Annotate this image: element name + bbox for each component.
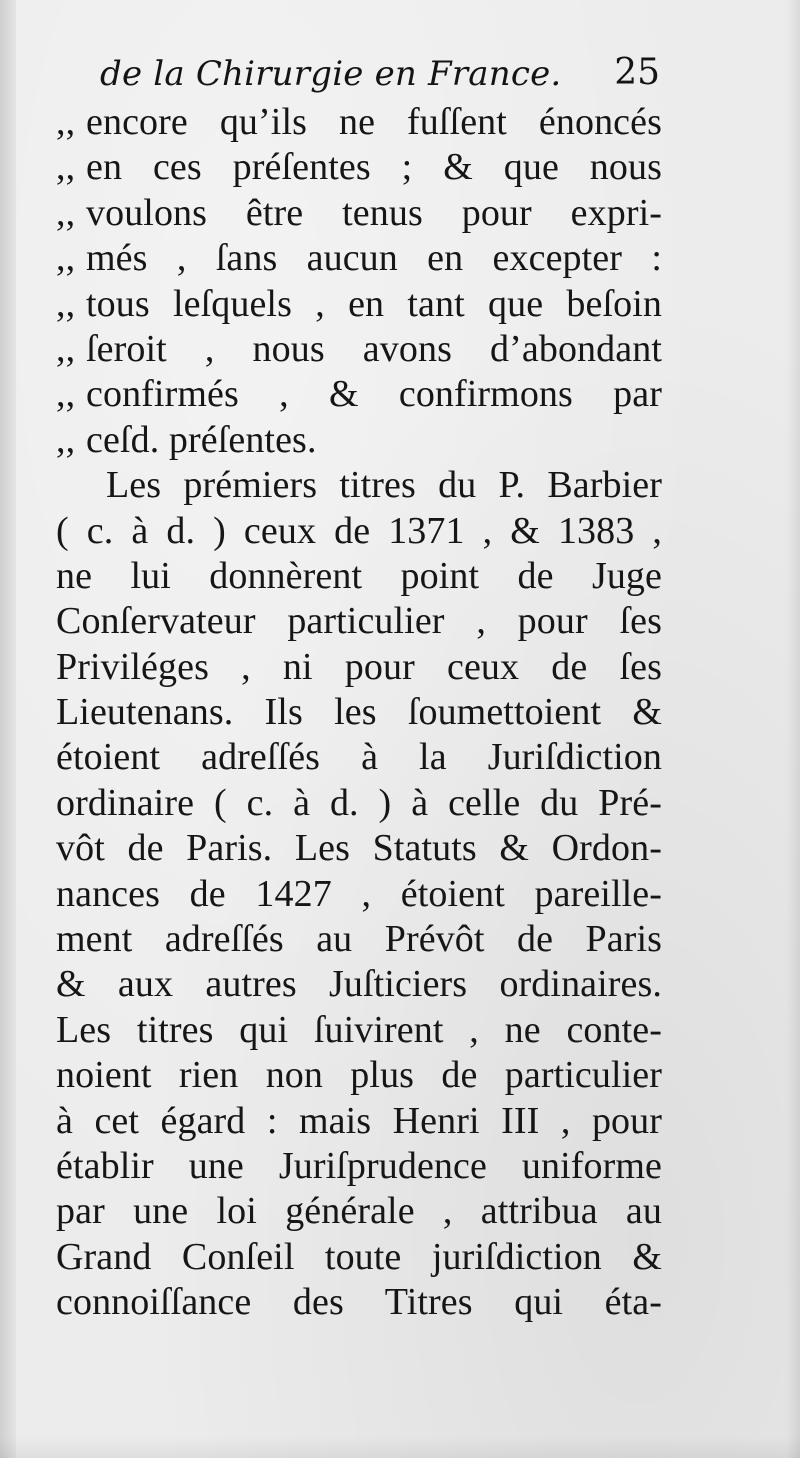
line-text: ſeroit , nous avons d’abondant <box>86 327 662 370</box>
page-right-shadow <box>786 0 800 1458</box>
text-line <box>56 191 662 236</box>
quotation-mark: ,, <box>56 191 76 234</box>
quotation-mark: ,, <box>56 418 76 461</box>
paragraph-first-line: Les prémiers titres du P. Barbier <box>106 464 662 507</box>
text-line: ordinaire ( c. à d. ) à celle du Pré- <box>56 781 662 824</box>
text-line: étoient adreſſés à la Juriſdiction <box>56 736 662 779</box>
text-line: établir une Juriſprudence uniforme <box>56 1144 662 1187</box>
text-line: ( c. à d. ) ceux de 1371 , & 1383 , <box>56 509 662 552</box>
quotation-mark: ,, <box>56 101 76 143</box>
line-text: encore qu’ils ne fuſſent énoncés <box>86 101 662 143</box>
text-line: ment adreſſés au Prévôt de Paris <box>56 918 662 961</box>
quotation-mark: ,, <box>56 282 76 325</box>
text-line <box>56 236 662 281</box>
line-text: tous leſquels , en tant que beſoin <box>86 282 662 325</box>
line-text: més , ſans aucun en excepter : <box>86 237 662 280</box>
text-line <box>56 100 662 145</box>
text-line <box>56 372 662 417</box>
running-head-title: de la Chirurgie en France. <box>100 54 562 94</box>
line-text: voulons être tenus pour expri- <box>86 191 662 234</box>
line-text: en ces préſentes ; & que nous <box>86 146 662 189</box>
line-text: confirmés , & confirmons par <box>86 373 662 416</box>
text-line: Les titres qui ſuivirent , ne conte- <box>56 1008 662 1051</box>
text-line: Conſervateur particulier , pour ſes <box>56 600 662 643</box>
quotation-mark: ,, <box>56 146 76 189</box>
quotation-mark: ,, <box>56 373 76 416</box>
text-line: noient rien non plus de particulier <box>56 1054 662 1097</box>
text-line: par une loi générale , attribua au <box>56 1190 662 1233</box>
text-line: vôt de Paris. Les Statuts & Ordon- <box>56 827 662 870</box>
body-text <box>56 100 662 1326</box>
text-line <box>56 327 662 372</box>
text-line: & aux autres Juſticiers ordinaires. <box>56 963 662 1006</box>
text-line <box>56 145 662 190</box>
page-left-edge <box>0 0 16 1458</box>
text-line: nances de 1427 , étoient pareille- <box>56 872 662 915</box>
text-line: ne lui donnèrent point de Juge <box>56 554 662 597</box>
text-line <box>56 282 662 327</box>
running-head <box>100 48 666 98</box>
page-number: 25 <box>614 52 660 93</box>
text-line: à cet égard : mais Henri III , pour <box>56 1099 662 1142</box>
text-line: Priviléges , ni pour ceux de ſes <box>56 645 662 688</box>
text-line <box>56 418 662 463</box>
quotation-mark: ,, <box>56 237 76 280</box>
quotation-mark: ,, <box>56 327 76 370</box>
page-bottom-shadow <box>0 1436 800 1458</box>
line-text: ceſd. préſentes. <box>86 418 317 461</box>
text-line: Lieutenans. Ils les ſoumettoient & <box>56 691 662 734</box>
text-line: Grand Conſeil toute juriſdiction & <box>56 1235 662 1278</box>
text-line: connoiſſance des Titres qui éta- <box>56 1281 662 1324</box>
